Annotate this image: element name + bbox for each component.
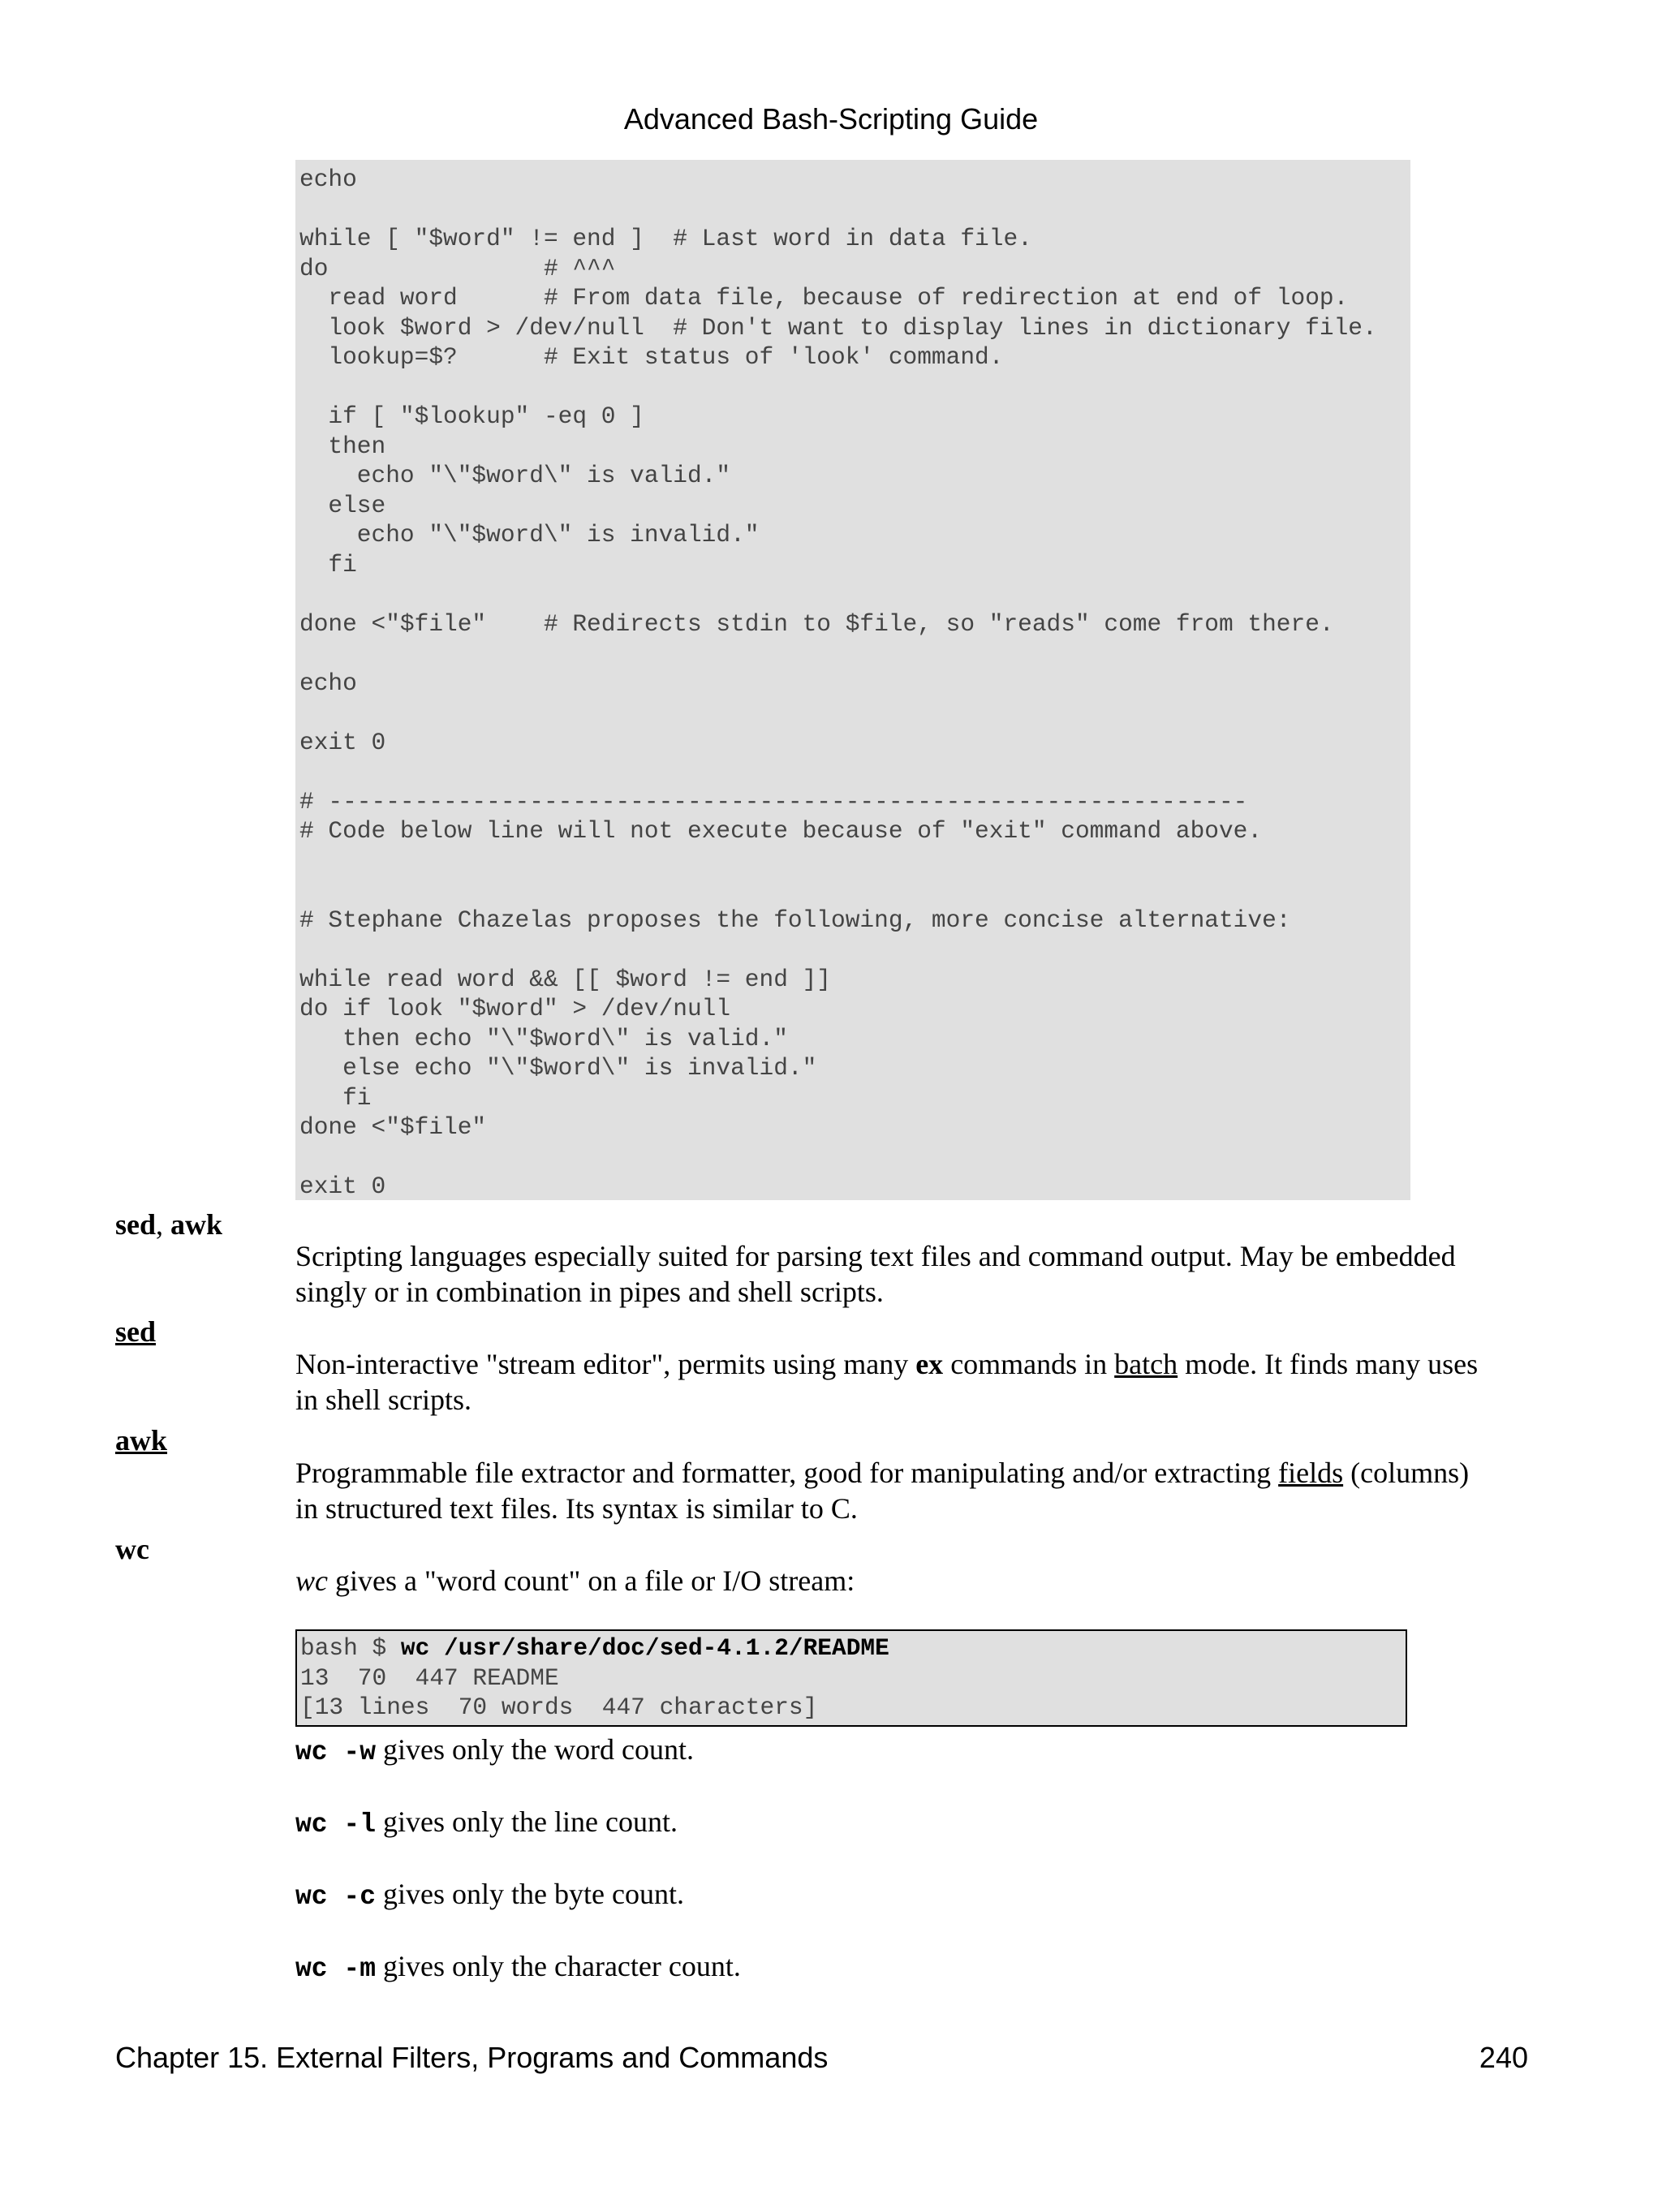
code-line [299,757,1410,787]
code-line [299,698,1410,728]
term-awk[interactable] [115,1423,167,1457]
term-wc-label: wc [115,1533,149,1565]
option-text: gives only the word count. [376,1733,694,1766]
screen-prompt: bash $ [300,1634,401,1662]
code-line: # Code below line will not execute because of "exit" command above. [299,817,1263,845]
code-line: fi [299,550,357,579]
definition-wc-line1 [295,1563,1529,1599]
term-sed-awk-b: awk [170,1208,223,1241]
screen-command-line [300,1633,1406,1663]
code-line: # Stephane Chazelas proposes the following, more concise alternative: [299,906,1291,934]
definition-sed-line1 [295,1346,1529,1382]
code-line: while read word && [[ $word != end ]] [299,965,832,993]
code-line [299,935,1410,965]
code-line: if [ "$lookup" -eq 0 ] [299,402,644,430]
code-line [299,876,1410,906]
option-wc-l [295,1804,678,1843]
code-line: echo "\"$word\" is invalid." [299,521,760,549]
screen-output-line: [13 lines 70 words 447 characters] [300,1693,818,1721]
option-code: wc -c [295,1882,377,1912]
code-line: while [ "$word" != end ] # Last word in data file. [299,225,1032,252]
fields-link[interactable]: fields [1278,1457,1344,1489]
definition-wc-text: gives a "word count" on a file or I/O stream: [328,1564,855,1597]
code-line: # ---------------------------------------------------------------- [299,787,1248,816]
code-line: echo [299,166,357,193]
definition-sed-awk-line1: Scripting languages especially suited for parsing text files and command output. May be embedded [295,1240,1456,1272]
page-header-title: Advanced Bash-Scripting Guide [623,102,1039,136]
definition-sed-awk-line2: singly or in combination in pipes and shell scripts. [295,1276,884,1308]
code-line: echo "\"$word\" is valid." [299,462,731,489]
term-sed[interactable] [115,1315,156,1349]
batch-link[interactable]: batch [1114,1348,1178,1380]
definition-awk-text: Programmable file extractor and formatter, good for manipulating and/or extracting [295,1457,1279,1489]
option-text: gives only the character count. [376,1950,741,1982]
definition-awk-line1 [295,1455,1529,1491]
definition-wc [295,1563,1529,1599]
code-line: do if look "$word" > /dev/null [299,995,731,1022]
code-line [299,846,1410,876]
definition-sed-text-post: mode. It finds many uses [1178,1348,1479,1380]
code-line: then echo "\"$word\" is valid." [299,1024,788,1052]
code-line: fi [299,1083,372,1112]
code-block [295,160,1410,1200]
term-sed-awk-a: sed [115,1208,157,1241]
definition-awk [295,1455,1529,1526]
term-awk-link[interactable]: awk [115,1424,168,1457]
option-text: gives only the line count. [376,1805,678,1838]
code-line: else echo "\"$word\" is invalid." [299,1054,817,1082]
term-sed-link[interactable]: sed [115,1315,157,1348]
definition-sed-awk [295,1238,1529,1310]
code-line: do # ^^^ [299,254,616,282]
term-sed-awk [115,1207,222,1242]
code-line: else [299,491,386,519]
footer-page-number: 240 [1479,2041,1528,2074]
definition-awk-line2: in structured text files. Its syntax is similar to C. [295,1492,858,1525]
terminal-screen [295,1629,1407,1727]
screen-output-line: 13 70 447 README [300,1663,559,1692]
option-wc-m [295,1948,741,1987]
term-sed-awk-sep: , [156,1208,171,1241]
code-line [299,639,1410,669]
term-wc [115,1532,149,1566]
definition-sed [295,1346,1529,1418]
definition-sed-line2: in shell scripts. [295,1384,471,1416]
code-line [299,579,1410,609]
option-wc-c [295,1876,684,1915]
definition-sed-text: Non-interactive "stream editor", permits using many [295,1348,916,1380]
definition-sed-ex: ex [915,1348,944,1380]
option-code: wc -m [295,1954,377,1984]
definition-wc-italic: wc [295,1564,328,1597]
code-line: done <"$file" # Redirects stdin to $file, so "reads" come from there. [299,609,1334,638]
code-line: echo [299,669,357,697]
code-line: read word # From data file, because of redirection at end of loop. [299,284,1349,312]
option-text: gives only the byte count. [376,1878,684,1910]
option-code: wc -w [295,1737,377,1767]
code-line [299,1143,1410,1173]
code-line: exit 0 [299,1173,386,1200]
code-line [299,372,1410,402]
code-line [299,195,1410,225]
code-line: done <"$file" [299,1113,487,1141]
option-code: wc -l [295,1810,377,1840]
code-line: then [299,432,386,460]
code-line: look $word > /dev/null # Don't want to display lines in dictionary file. [299,313,1377,342]
code-line: lookup=$? # Exit status of 'look' command. [299,343,1004,371]
footer-chapter-title: Chapter 15. External Filters, Programs and Commands [115,2041,829,2074]
screen-command: wc /usr/share/doc/sed-4.1.2/README [400,1634,889,1662]
definition-sed-text-mid: commands in [943,1348,1115,1380]
definition-awk-text-post: (columns) [1343,1457,1470,1489]
option-wc-w [295,1732,694,1771]
code-line: exit 0 [299,728,386,756]
